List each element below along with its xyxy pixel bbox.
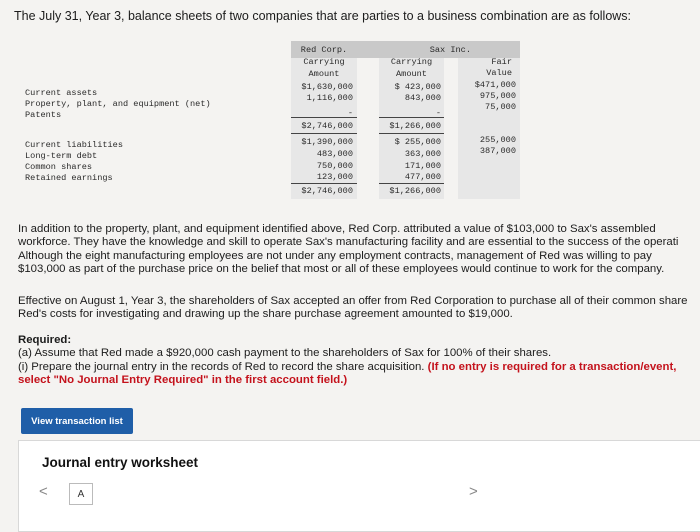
sax-long-term-debt: 363,000: [404, 149, 441, 159]
sax-current-assets: $ 423,000: [394, 82, 441, 92]
sax-header-carrying: Carrying: [390, 57, 433, 67]
sax-subtotal-rule: [379, 117, 444, 118]
sax-current-liabilities: $ 255,000: [394, 137, 441, 147]
red-header-name: Red Corp.: [300, 45, 348, 55]
tab-a[interactable]: A: [69, 483, 93, 505]
intro-text: The July 31, Year 3, balance sheets of two companies that are parties to a business combination are as follows:: [14, 9, 632, 23]
sax-header-name: Sax Inc.: [429, 45, 471, 55]
chevron-right-icon[interactable]: >: [469, 483, 478, 500]
required-part-i-text: (i) Prepare the journal entry in the records of Red to record the share acquisition.: [18, 360, 425, 373]
fair-current-assets: $471,000: [474, 80, 516, 90]
red-header-carrying: Carrying: [303, 57, 345, 67]
paragraph-offer-line: Effective on August 1, Year 3, the shareholders of Sax accepted an offer from Red Corporation to purchase all of their common share: [18, 295, 688, 307]
red-liab-rule: [291, 183, 357, 184]
required-part-i-instruction-cont: select "No Journal Entry Required" in the first account field.): [18, 374, 348, 387]
red-retained-earnings: 123,000: [316, 172, 353, 182]
required-part-i: [18, 361, 676, 374]
red-total-rule: [291, 133, 357, 134]
fair-current-liabilities: 255,000: [479, 135, 516, 145]
paragraph-workforce-line: In addition to the property, plant, and equipment identified above, Red Corp. attributed a value of $103,000 to Sax's assembled: [18, 223, 656, 235]
chevron-left-icon[interactable]: <: [39, 483, 48, 500]
worksheet-title: Journal entry worksheet: [42, 455, 199, 470]
red-current-liabilities: $1,390,000: [301, 137, 353, 147]
fair-long-term-debt: 387,000: [479, 146, 516, 156]
required-section: [18, 334, 676, 388]
label-ppe: Property, plant, and equipment (net): [25, 99, 211, 109]
sax-total-liab-equity: $1,266,000: [389, 186, 441, 196]
balance-sheet-table: [21, 41, 520, 199]
red-common-shares: 750,000: [316, 161, 353, 171]
required-heading: Required:: [18, 334, 72, 346]
paragraph-offer: [18, 295, 688, 322]
view-transaction-list-button[interactable]: View transaction list: [21, 408, 133, 434]
paragraph-workforce-line: Although the eight manufacturing employees are not under any employment contracts, management of Red was willing to pay: [18, 249, 652, 262]
red-total-assets: $2,746,000: [301, 121, 353, 131]
paragraph-offer-line: Red's costs for investigating and drawing up the share purchase agreement amounted to $19,000.: [18, 308, 513, 321]
paragraph-workforce-line: workforce. They have the knowledge and skill to operate Sax's manufacturing facility and are essential to the success of the operati: [18, 236, 679, 249]
journal-entry-worksheet-panel: [18, 440, 700, 532]
sax-ppe: 843,000: [404, 93, 441, 103]
sax-header-amount: Amount: [396, 69, 427, 79]
sax-patents: -: [435, 108, 441, 118]
red-header-amount: Amount: [308, 69, 340, 79]
label-long-term-debt: Long-term debt: [25, 151, 98, 161]
label-current-assets: Current assets: [25, 88, 98, 98]
red-total-liab-equity: $2,746,000: [301, 186, 353, 196]
fair-ppe: 975,000: [479, 91, 516, 101]
sax-total-assets: $1,266,000: [389, 121, 441, 131]
label-common-shares: Common shares: [25, 162, 93, 172]
red-patents: -: [347, 108, 353, 118]
sax-total-rule: [379, 133, 444, 134]
red-ppe: 1,116,000: [306, 93, 353, 103]
sax-header-fair: Fair: [491, 57, 512, 67]
paragraph-workforce: [18, 223, 678, 277]
red-long-term-debt: 483,000: [316, 149, 353, 159]
sax-common-shares: 171,000: [404, 161, 441, 171]
required-part-a: (a) Assume that Red made a $920,000 cash payment to the shareholders of Sax for 100% of their shares.: [18, 347, 552, 360]
sax-liab-rule: [379, 183, 444, 184]
fair-patents: 75,000: [485, 102, 516, 112]
paragraph-workforce-line: $103,000 as part of the purchase price on the belief that most or all of these employees would continue to work for the company.: [18, 263, 665, 276]
sax-header-value: Value: [486, 68, 512, 78]
label-retained-earnings: Retained earnings: [25, 173, 113, 183]
red-subtotal-rule: [291, 117, 357, 118]
sax-retained-earnings: 477,000: [404, 172, 441, 182]
label-patents: Patents: [25, 110, 62, 120]
red-current-assets: $1,630,000: [301, 82, 353, 92]
required-part-i-instruction: (If no entry is required for a transaction/event,: [427, 360, 677, 373]
label-current-liabilities: Current liabilities: [25, 140, 123, 150]
